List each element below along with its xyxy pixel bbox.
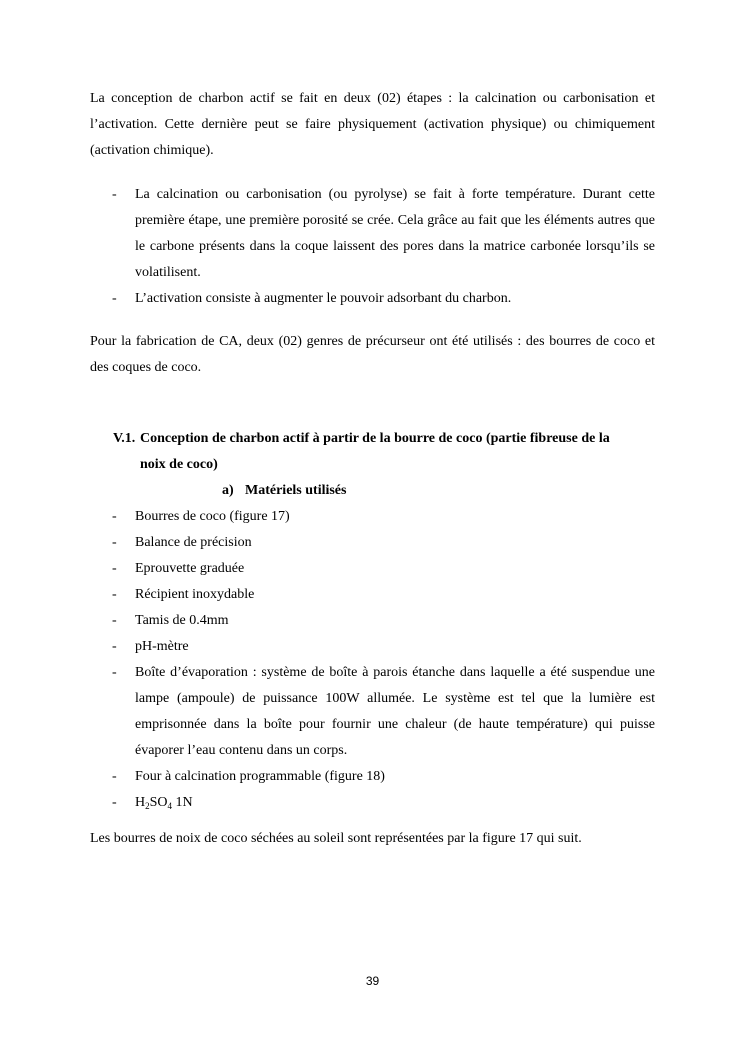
dash-bullet: -	[112, 795, 117, 810]
dash-bullet: -	[112, 587, 117, 602]
list-item	[90, 182, 655, 286]
precursors-paragraph: Pour la fabrication de CA, deux (02) genres de précurseur ont été utilisés : des bourres de coco et des coques de coco.	[90, 334, 655, 375]
list-item	[90, 556, 655, 582]
section-number: V.1.	[113, 431, 136, 446]
dash-bullet: -	[112, 561, 117, 576]
formula-concentration: 1N	[172, 795, 193, 810]
list-item	[90, 660, 655, 764]
list-item-text: pH-mètre	[135, 639, 189, 654]
dash-bullet: -	[112, 291, 117, 306]
formula-h: H	[135, 795, 146, 810]
subsection-title: Matériels utilisés	[245, 483, 347, 498]
formula-so: SO	[149, 795, 168, 810]
list-item	[90, 790, 655, 816]
closing-paragraph: Les bourres de noix de coco séchées au soleil sont représentées par la figure 17 qui suit.	[90, 831, 582, 846]
dash-bullet: -	[112, 769, 117, 784]
list-item	[90, 582, 655, 608]
section-heading	[113, 426, 655, 478]
list-item	[90, 608, 655, 634]
list-item	[90, 634, 655, 660]
formula-so-subscript: 4	[167, 801, 173, 811]
list-item-text: L’activation consiste à augmenter le pouvoir adsorbant du charbon.	[135, 291, 512, 306]
subsection-heading	[222, 478, 346, 504]
intro-paragraph: La conception de charbon actif se fait en deux (02) étapes : la calcination ou carbonisation et l’activation. Cette dernière peut se faire physiquement (activation physique) ou chimiquement (activation chimique).	[90, 91, 655, 158]
list-item-text: Boîte d’évaporation : système de boîte à parois étanche dans laquelle a été suspendue une lampe (ampoule) de puissance 100W allumée. Le système est tel que la lumière est emprisonnée dans la boîte pour fournir une chaleur (de haute température) qui puisse évaporer l’eau contenu dans un corps.	[135, 665, 655, 758]
section-title-line1: Conception de charbon actif à partir de la bourre de coco (partie fibreuse de la	[140, 431, 610, 446]
list-item-text: Eprouvette graduée	[135, 561, 245, 576]
list-item-text: Bourres de coco (figure 17)	[135, 509, 290, 524]
steps-list	[90, 182, 655, 312]
page-number: 39	[365, 974, 380, 988]
dash-bullet: -	[112, 613, 117, 628]
section-title-line2: noix de coco)	[140, 457, 218, 472]
formula-h-subscript: 2	[145, 801, 150, 811]
list-item	[90, 286, 655, 312]
materials-list	[90, 504, 655, 816]
list-item-text: Récipient inoxydable	[135, 587, 255, 602]
list-item-text: La calcination ou carbonisation (ou pyrolyse) se fait à forte température. Durant cette première étape, une première porosité se crée. Cela grâce au fait que les éléments autres que le carbone présents dans la coque laissent des pores dans la matrice carbonée lorsqu’ils se volatilisent.	[135, 187, 655, 280]
dash-bullet: -	[112, 187, 117, 202]
formula-h2so4	[135, 795, 193, 810]
dash-bullet: -	[112, 509, 117, 524]
dash-bullet: -	[112, 665, 117, 680]
list-item	[90, 504, 655, 530]
list-item-text: Balance de précision	[135, 535, 252, 550]
subsection-label: a)	[222, 483, 234, 498]
list-item-text: Four à calcination programmable (figure 18)	[135, 769, 385, 784]
dash-bullet: -	[112, 535, 117, 550]
list-item	[90, 764, 655, 790]
list-item-text: Tamis de 0.4mm	[135, 613, 229, 628]
dash-bullet: -	[112, 639, 117, 654]
list-item	[90, 530, 655, 556]
